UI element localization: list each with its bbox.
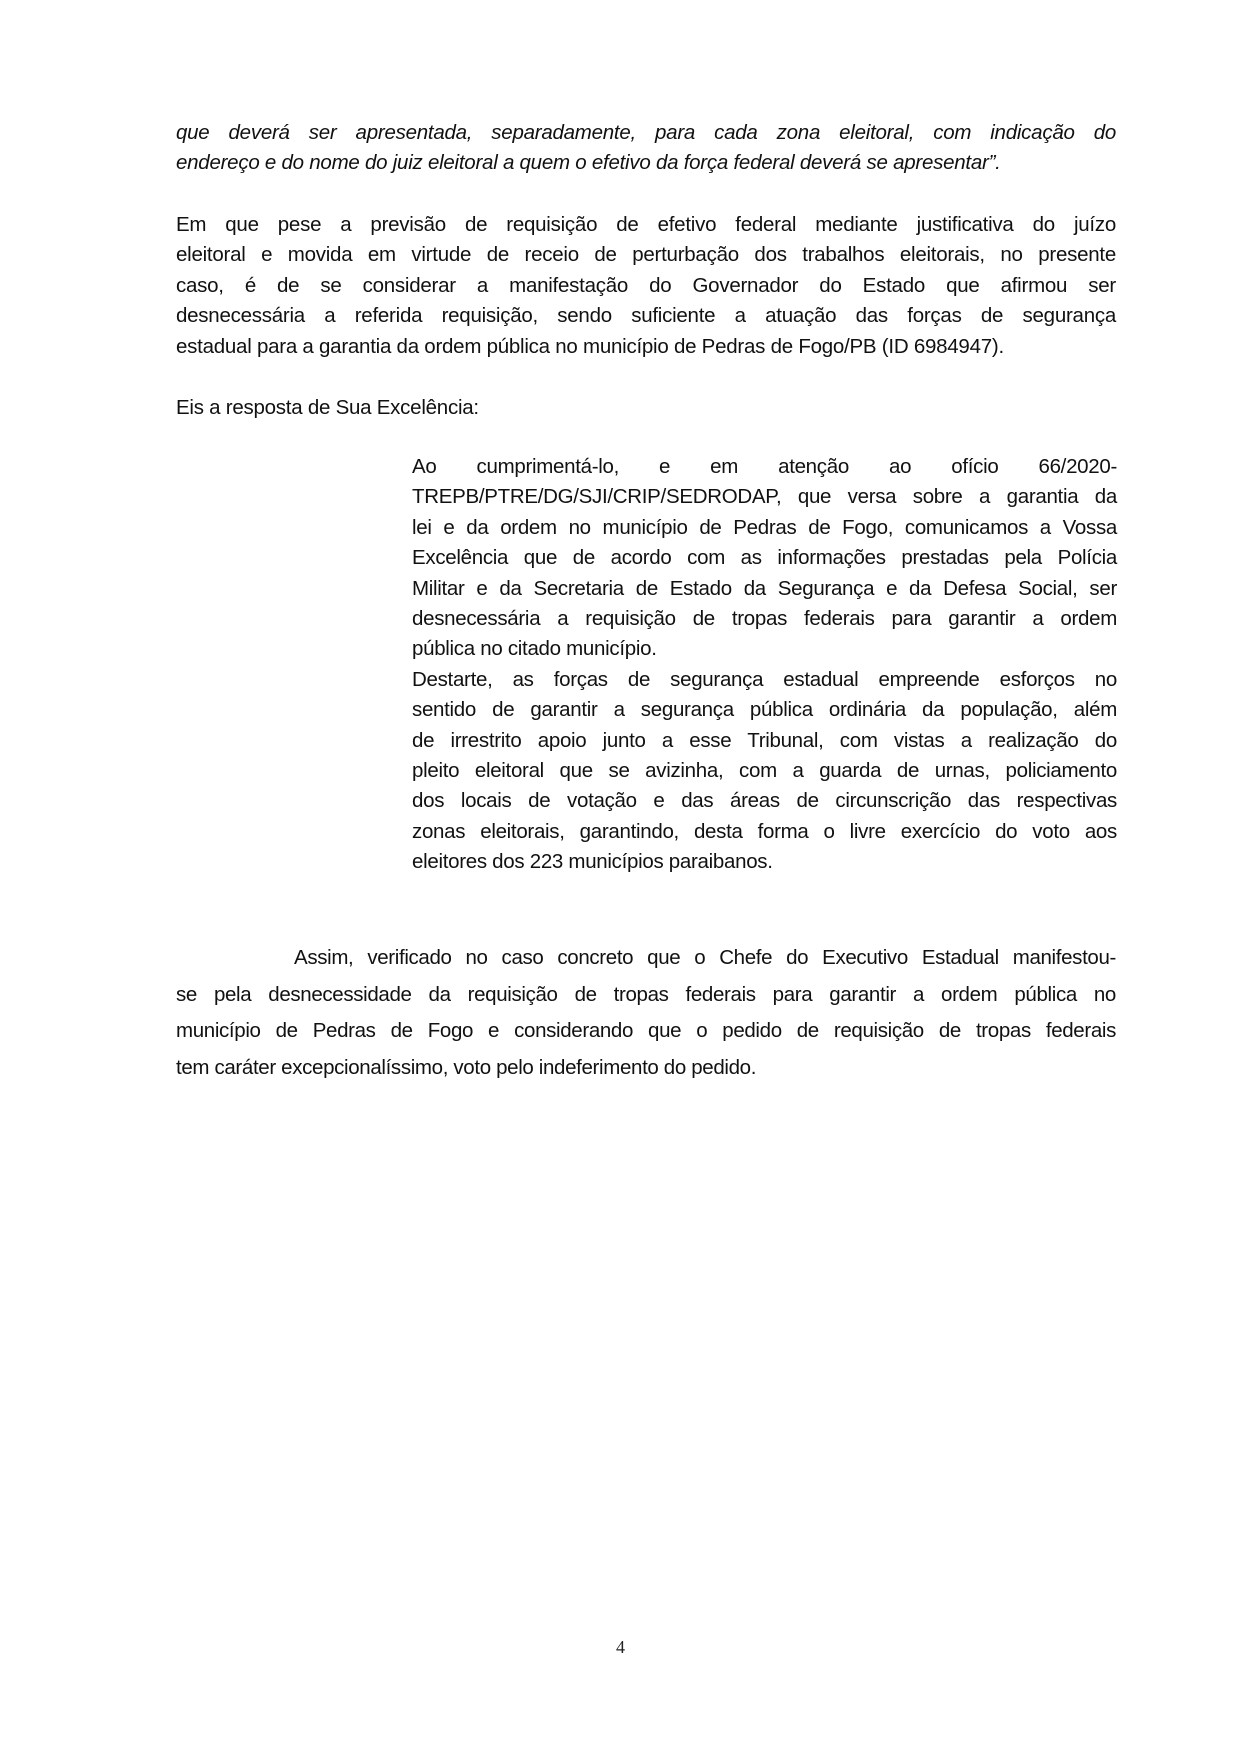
analysis-line: eleitoral e movida em virtude de receio de perturbação dos trabalhos eleitorais, no presente — [176, 243, 1116, 267]
analysis-paragraph — [176, 210, 1116, 362]
quote-line: eleitores dos 223 municípios paraibanos. — [412, 850, 773, 874]
quote-line: Destarte, as forças de segurança estadual empreende esforços no — [412, 667, 1117, 691]
quote-line: Militar e da Secretaria de Estado da Segurança e da Defesa Social, ser — [412, 576, 1117, 600]
quote-line: pública no citado município. — [412, 637, 657, 661]
citation-paragraph — [176, 118, 1116, 179]
page-number: 4 — [616, 1637, 625, 1657]
quote-line: sentido de garantir a segurança pública ordinária da população, além — [412, 698, 1117, 722]
block-quote — [412, 452, 1117, 878]
quote-line: desnecessária a requisição de tropas federais para garantir a ordem — [412, 607, 1117, 631]
quote-line: de irrestrito apoio junto a esse Tribunal, com vistas a realização do — [412, 728, 1117, 752]
citation-line: que deverá ser apresentada, separadamente, para cada zona eleitoral, com indicação do — [176, 121, 1116, 144]
conclusion-paragraph — [176, 940, 1116, 1086]
citation-line: endereço e do nome do juiz eleitoral a quem o efetivo da força federal deverá se apresentar”. — [176, 151, 1001, 175]
quote-intro-paragraph — [176, 393, 1116, 423]
quote-line: lei e da ordem no município de Pedras de Fogo, comunicamos a Vossa — [412, 515, 1117, 539]
conclusion-line: tem caráter excepcionalíssimo, voto pelo indeferimento do pedido. — [176, 1055, 757, 1079]
analysis-line: caso, é de se considerar a manifestação do Governador do Estado que afirmou ser — [176, 273, 1116, 297]
quote-line: Excelência que de acordo com as informações prestadas pela Polícia — [412, 546, 1117, 570]
analysis-line: estadual para a garantia da ordem pública no município de Pedras de Fogo/PB (ID 6984947). — [176, 334, 1004, 358]
quote-line: zonas eleitorais, garantindo, desta forma o livre exercício do voto aos — [412, 819, 1117, 843]
conclusion-line: município de Pedras de Fogo e considerando que o pedido de requisição de tropas federais — [176, 1019, 1116, 1042]
analysis-line: desnecessária a referida requisição, sendo suficiente a atuação das forças de segurança — [176, 304, 1116, 328]
conclusion-line: se pela desnecessidade da requisição de tropas federais para garantir a ordem pública no — [176, 982, 1116, 1006]
conclusion-line: Assim, verificado no caso concreto que o Chefe do Executivo Estadual manifestou- — [294, 946, 1116, 969]
analysis-line: Em que pese a previsão de requisição de efetivo federal mediante justificativa do juízo — [176, 213, 1116, 236]
quote-line: TREPB/PTRE/DG/SJI/CRIP/SEDRODAP, que versa sobre a garantia da — [412, 485, 1117, 509]
quote-intro-text: Eis a resposta de Sua Excelência: — [176, 396, 479, 419]
quote-line: pleito eleitoral que se avizinha, com a guarda de urnas, policiamento — [412, 759, 1117, 783]
quote-line: dos locais de votação e das áreas de circunscrição das respectivas — [412, 789, 1117, 813]
quote-line: Ao cumprimentá-lo, e em atenção ao ofício 66/2020- — [412, 455, 1117, 478]
